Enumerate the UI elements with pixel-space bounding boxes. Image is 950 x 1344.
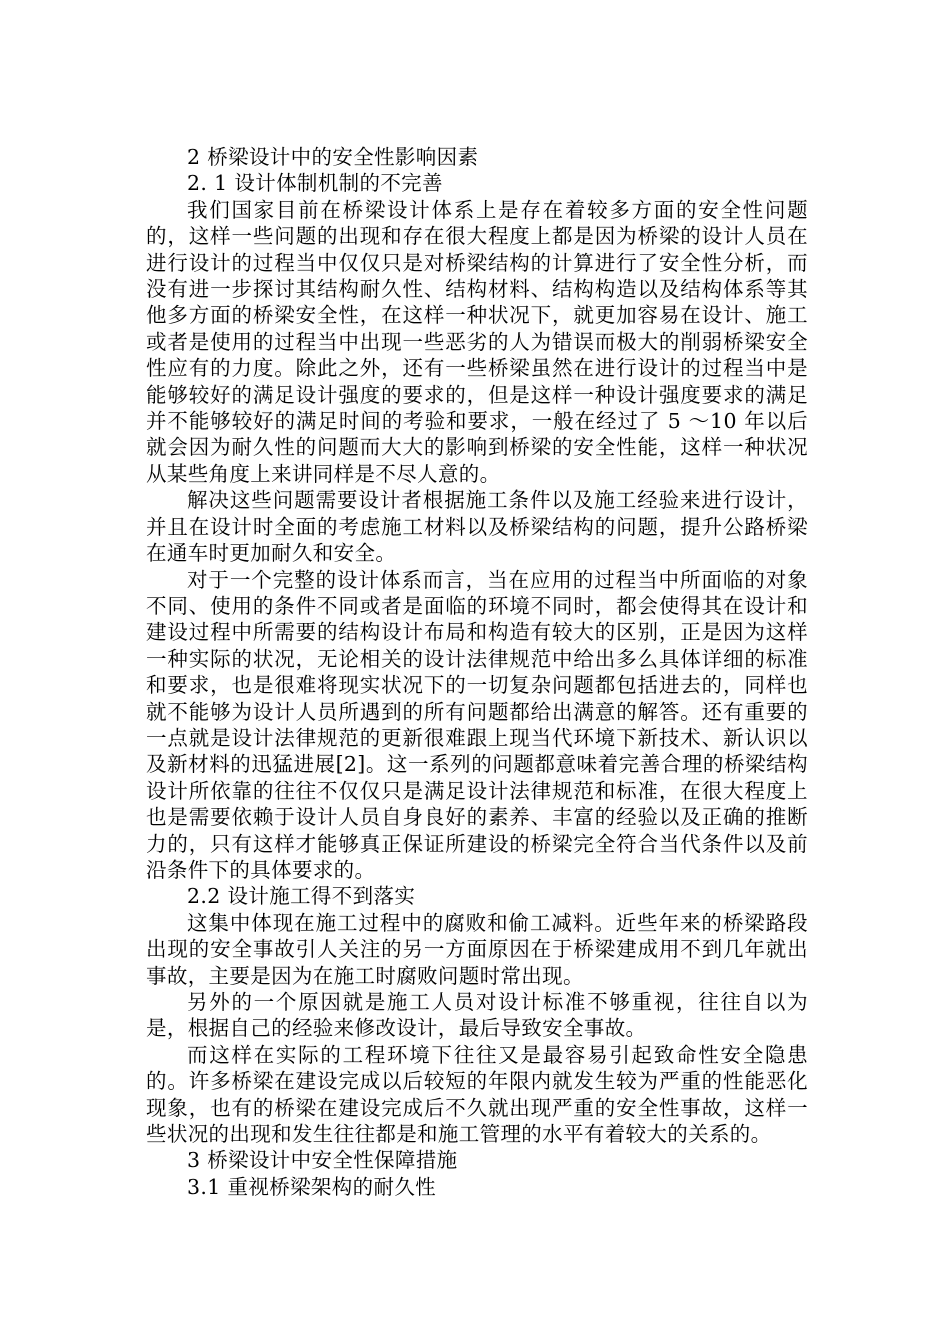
subsection-heading: 3.1 重视桥梁架构的耐久性	[187, 1174, 437, 1199]
subsection-heading: 2. 1 设计体制机制的不完善	[187, 171, 443, 196]
body-paragraph: 这集中体现在施工过程中的腐败和偷工减料。近些年来的桥梁路段出现的安全事故引人关注的另一方面原因在于桥梁建成用不到几年就出事故，主要是因为在施工时腐败问题时常出现。	[146, 910, 808, 988]
section-heading: 3 桥梁设计中安全性保障措施	[187, 1148, 458, 1173]
body-paragraph: 对于一个完整的设计体系而言，当在应用的过程当中所面临的对象不同、使用的条件不同或者是面临的环境不同时，都会使得其在设计和建设过程中所需要的结构设计布局和构造有较大的区别，正是因为这样一种实际的状况，无论相关的设计法律规范中给出多么具体详细的标准和要求，也是很难将现实状况下的一切复杂问题都包括进去的，同样也就不能够为设计人员所遇到的所有问题都给出满意的解答。还有重要的一点就是设计法律规范的更新很难跟上现当代环境下新技术、新认识以及新材料的迅猛进展[2]。这一系列的问题都意味着完善合理的桥梁结构设计所依靠的往往不仅仅只是满足设计法律规范和标准，在很大程度上也是需要依赖于设计人员自身良好的素养、丰富的经验以及正确的推断力的，只有这样才能够真正保证所建设的桥梁完全符合当代条件以及前沿条件下的具体要求的。	[146, 567, 808, 882]
body-paragraph: 解决这些问题需要设计者根据施工条件以及施工经验来进行设计，并且在设计时全面的考虑施工材料以及桥梁结构的问题，提升公路桥梁在通车时更加耐久和安全。	[146, 488, 808, 566]
body-paragraph: 另外的一个原因就是施工人员对设计标准不够重视，往往自以为是，根据自己的经验来修改设计，最后导致安全事故。	[146, 990, 808, 1041]
body-paragraph: 而这样在实际的工程环境下往往又是最容易引起致命性安全隐患的。许多桥梁在建设完成以后较短的年限内就发生较为严重的性能恶化现象，也有的桥梁在建设完成后不久就出现严重的安全性事故，这样一些状况的出现和发生往往都是和施工管理的水平有着较大的关系的。	[146, 1042, 808, 1147]
subsection-heading: 2.2 设计施工得不到落实	[187, 884, 416, 909]
section-heading: 2 桥梁设计中的安全性影响因素	[187, 145, 479, 169]
body-paragraph: 我们国家目前在桥梁设计体系上是存在着较多方面的安全性问题的，这样一些问题的出现和存在很大程度上都是因为桥梁的设计人员在进行设计的过程当中仅仅只是对桥梁结构的计算进行了安全性分析，而没有进一步探讨其结构耐久性、结构材料、结构构造以及结构体系等其他多方面的桥梁安全性，在这样一种状况下，就更加容易在设计、施工或者是使用的过程当中出现一些恶劣的人为错误而极大的削弱桥梁安全性应有的力度。除此之外，还有一些桥梁虽然在进行设计的过程当中是能够较好的满足设计强度的要求的，但是这样一种设计强度要求的满足并不能够较好的满足时间的考验和要求，一般在经过了 5 ～10 年以后就会因为耐久性的问题而大大的影响到桥梁的安全性能，这样一种状况从某些角度上来讲同样是不尽人意的。	[146, 197, 808, 486]
document-body	[146, 144, 808, 1200]
